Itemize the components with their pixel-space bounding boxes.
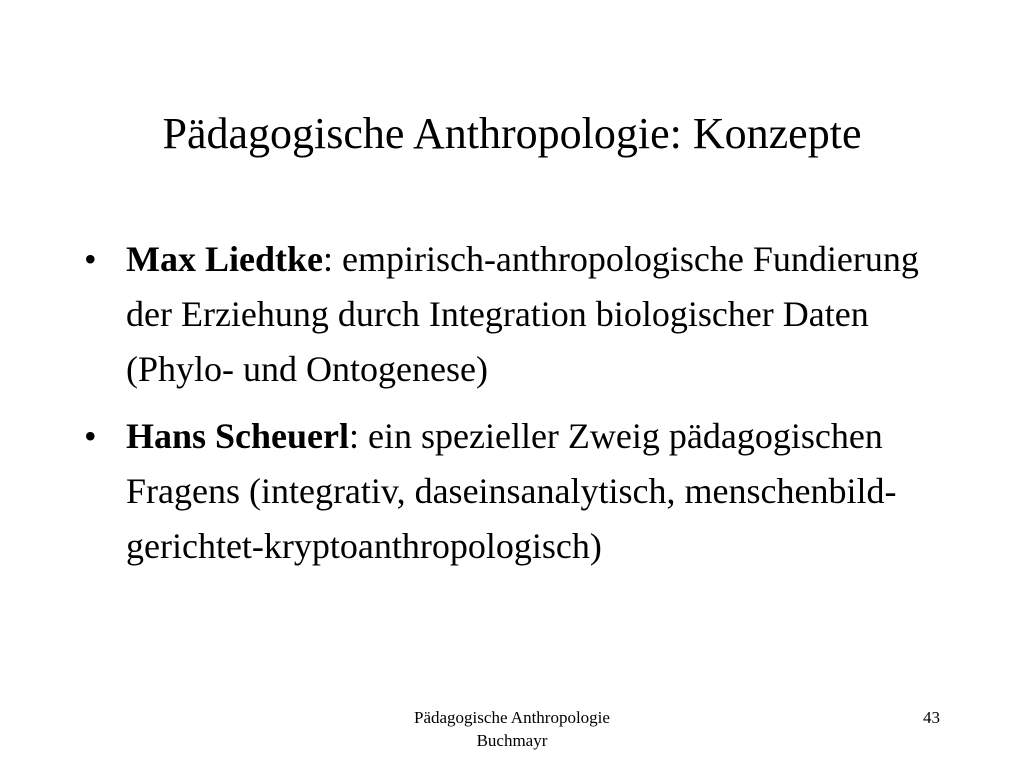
concept-description: : ein spezieller Zweig pädagogischen Fragens (integrativ, daseinsanalytisch, menschenbild-gerichtet-kryptoanthropologisch) [126, 416, 897, 566]
footer-author: Buchmayr [476, 731, 548, 750]
bullet-marker: • [84, 239, 97, 279]
person-name: Hans Scheuerl [126, 416, 350, 456]
bullet-list [84, 232, 944, 586]
footer-course-info [352, 706, 672, 752]
concept-description: : empirisch-anthropologische Fundierung der Erziehung durch Integration biologischer Daten (Phylo- und Ontogenese) [126, 239, 919, 389]
bullet-item-scheuerl [84, 409, 944, 574]
bullet-item-liedtke [84, 232, 944, 397]
slide-title: Pädagogische Anthropologie: Konzepte [162, 109, 862, 158]
person-name: Max Liedtke [126, 239, 323, 279]
page-number: 43 [923, 708, 940, 727]
bullet-marker: • [84, 416, 97, 456]
bullet-text [126, 409, 944, 574]
footer-course-title: Pädagogische Anthropologie [414, 708, 610, 727]
bullet-text [126, 232, 944, 397]
